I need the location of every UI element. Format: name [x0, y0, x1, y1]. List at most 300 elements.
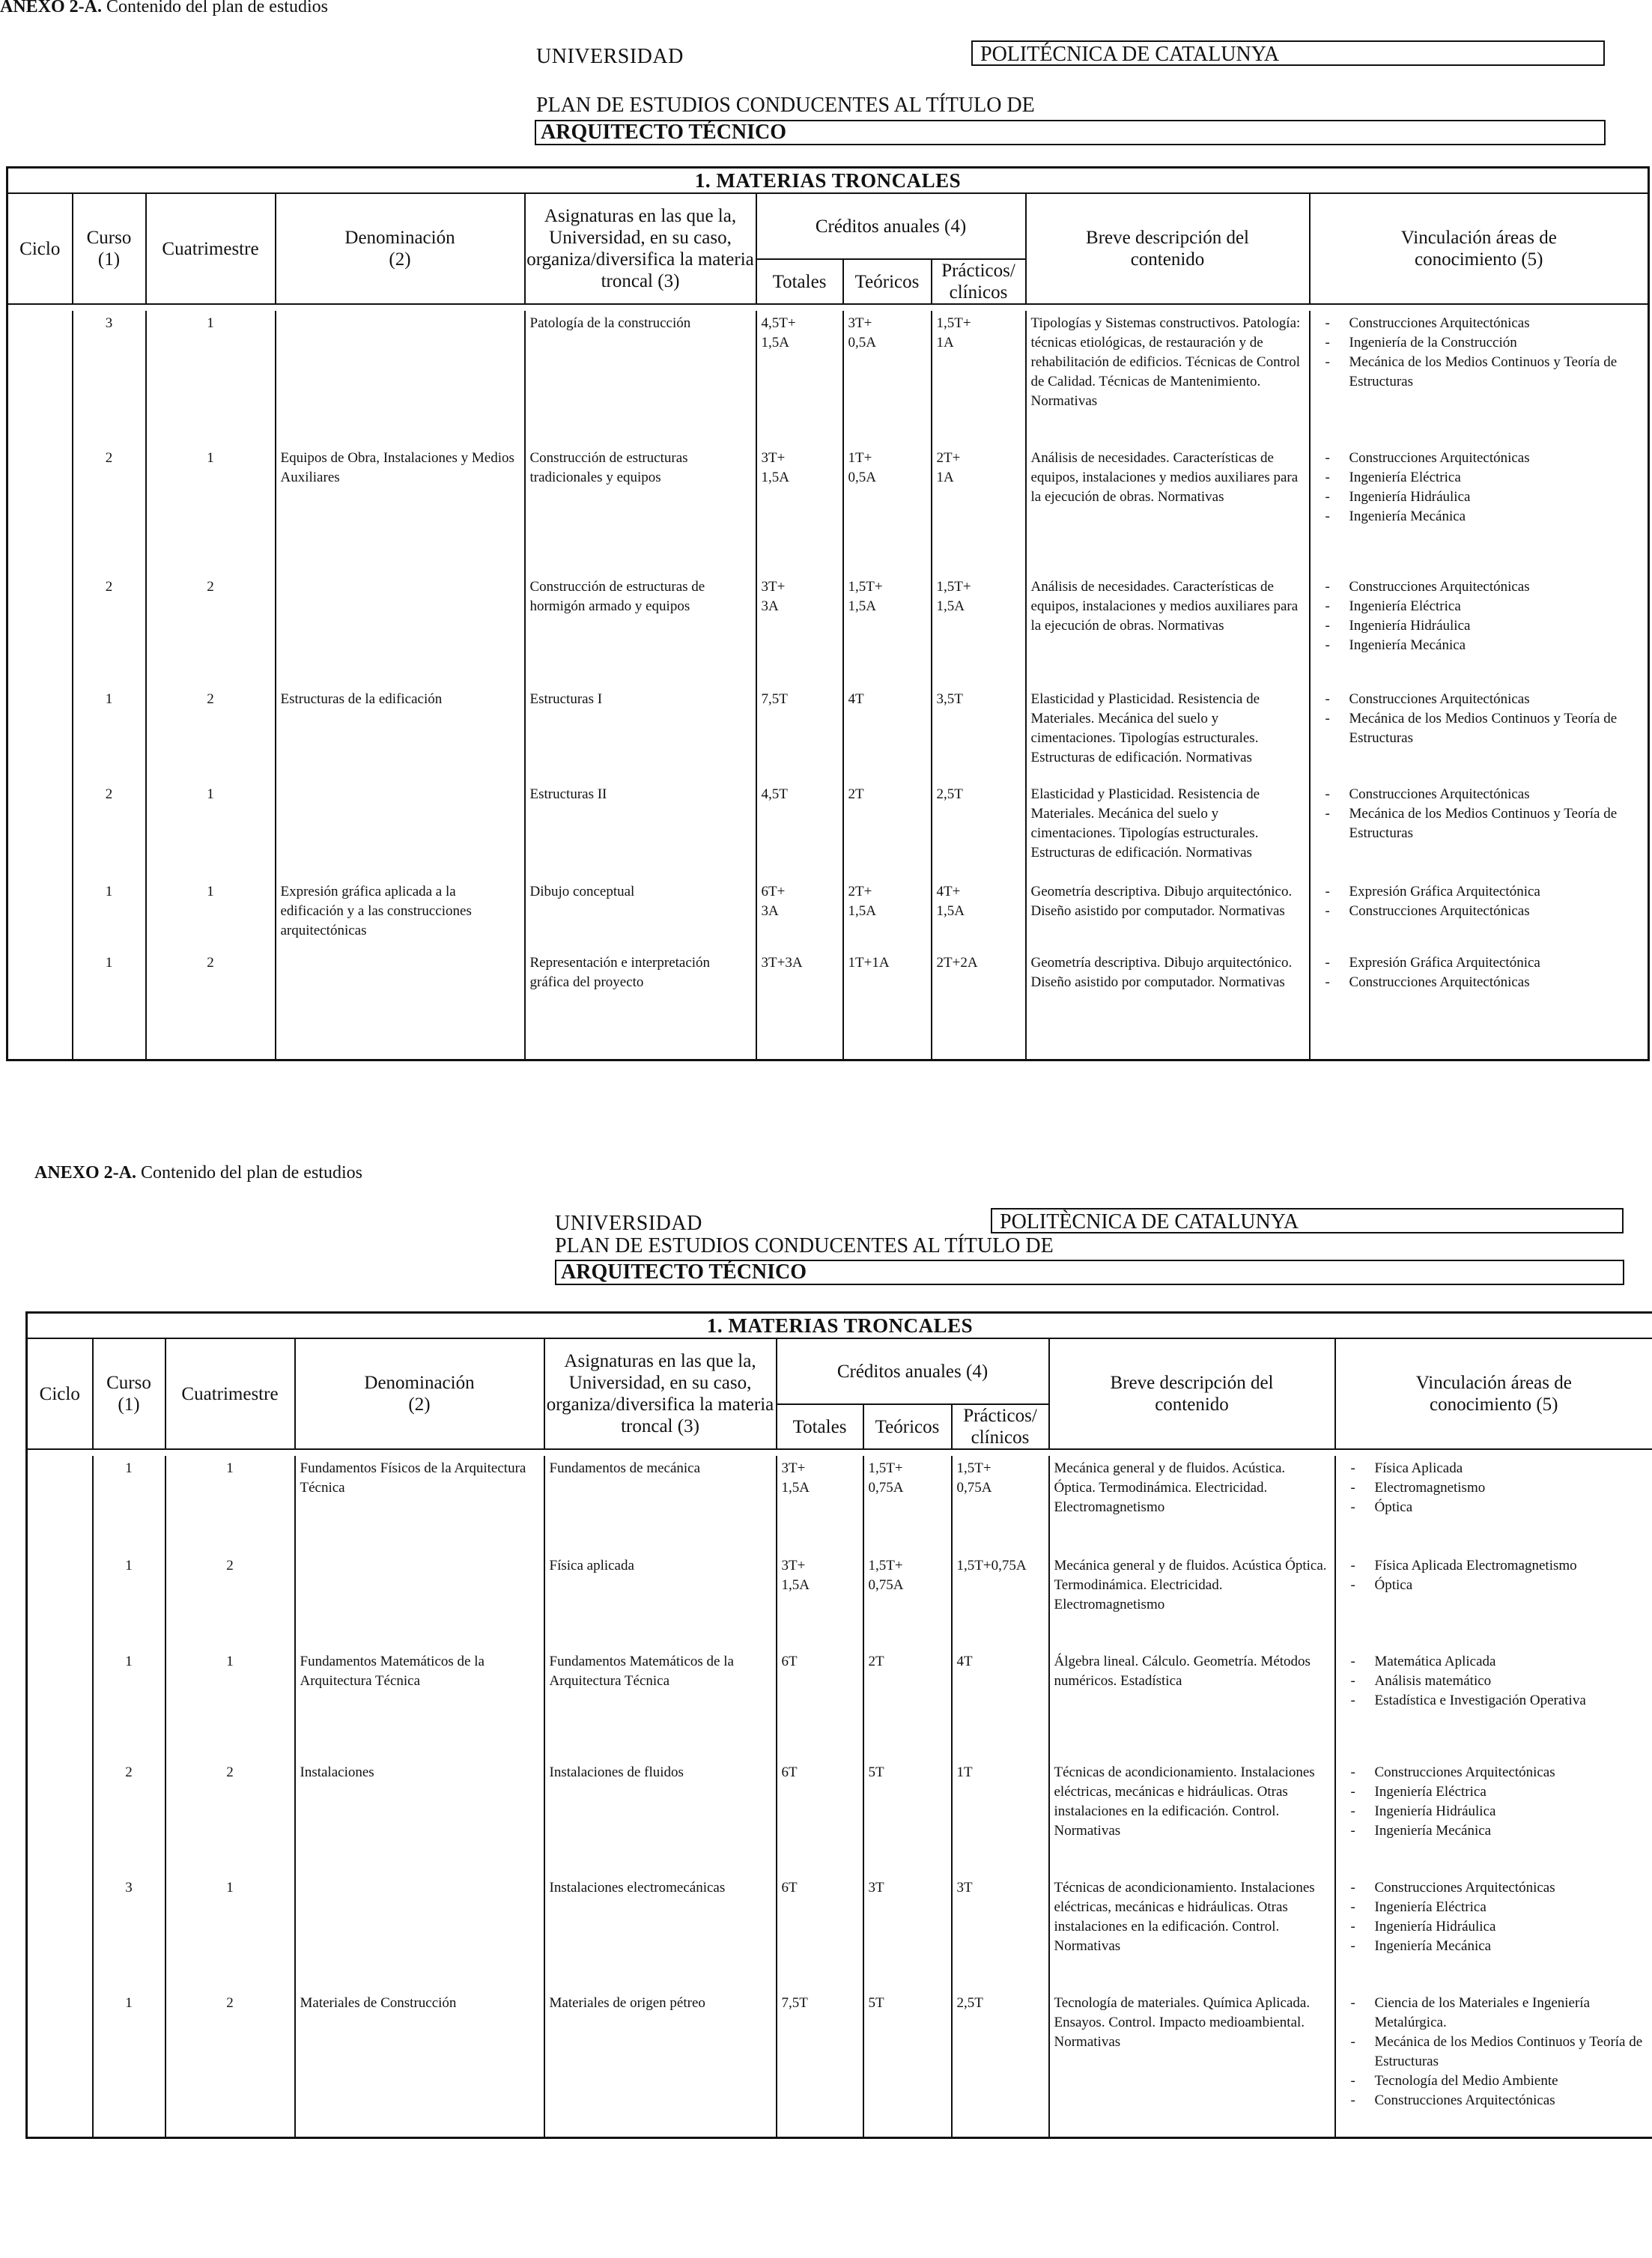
- header-denominacion: Denominación (2): [276, 193, 525, 304]
- empty-cell: [544, 2114, 777, 2138]
- table-row: [7, 687, 1649, 782]
- teoricos-text: 3T+ 0,5A: [848, 315, 876, 350]
- areas-cell: [1335, 1875, 1652, 1991]
- ciclo-cell: [7, 879, 73, 950]
- cuatrimestre-text: 1: [226, 1880, 234, 1896]
- area-item: - Ingeniería Mecánica: [1325, 636, 1644, 655]
- descripcion-cell: [1026, 446, 1310, 574]
- areas-cell: [1310, 574, 1649, 687]
- empty-cell: [777, 2114, 863, 2138]
- practicos-cell: [932, 687, 1026, 782]
- descripcion-text: Álgebra lineal. Cálculo. Geometría. Métodos numéricos. Estadística: [1054, 1654, 1311, 1689]
- totales-cell: [777, 1760, 863, 1875]
- section-title: 1. MATERIAS TRONCALES: [27, 1313, 1652, 1339]
- titulo-box: ARQUITECTO TÉCNICO: [555, 1260, 1624, 1285]
- document-page-2: [0, 1157, 1652, 2251]
- totales-cell: [756, 687, 843, 782]
- header-cuatrimestre: Cuatrimestre: [165, 1338, 295, 1449]
- cuatrimestre-text: 1: [207, 450, 214, 466]
- area-item: - Construcciones Arquitectónicas: [1351, 2091, 1648, 2110]
- curso-cell: [93, 1760, 165, 1875]
- empty-cell: [843, 1037, 932, 1060]
- teoricos-text: 2T: [868, 1654, 884, 1669]
- table-row: [27, 1649, 1652, 1760]
- table-row: [7, 879, 1649, 950]
- descripcion-text: Técnicas de acondicionamiento. Instalaciones eléctricas, mecánicas e hidráulicas. Otras instalaciones en la edificación. Control. Normativas: [1054, 1764, 1315, 1839]
- practicos-text: 1,5T+ 1,5A: [936, 579, 971, 614]
- descripcion-text: Mecánica general y de fluidos. Acústica. Óptica. Termodinámica. Electricidad. Electromagnetismo: [1054, 1460, 1286, 1515]
- empty-cell: [756, 1037, 843, 1060]
- areas-cell: [1335, 1649, 1652, 1760]
- area-item: - Mecánica de los Medios Continuos y Teoría de Estructuras: [1325, 804, 1644, 843]
- totales-text: 3T+ 1,5A: [781, 1558, 810, 1593]
- practicos-cell: [952, 1875, 1049, 1991]
- ciclo-cell: [27, 1553, 93, 1649]
- asignatura-text: Instalaciones de fluidos: [549, 1764, 684, 1780]
- cuatrimestre-cell: [165, 1649, 295, 1760]
- area-item: - Construcciones Arquitectónicas: [1325, 785, 1644, 804]
- header-denominacion: Denominación (2): [295, 1338, 544, 1449]
- practicos-text: 2,5T: [936, 786, 963, 802]
- area-item: - Física Aplicada: [1351, 1459, 1648, 1478]
- practicos-cell: [952, 1991, 1049, 2114]
- area-item: - Construcciones Arquitectónicas: [1351, 1878, 1648, 1898]
- empty-cell: [165, 2114, 295, 2138]
- cuatrimestre-text: 1: [207, 315, 214, 331]
- teoricos-cell: [863, 1553, 952, 1649]
- teoricos-text: 1T+1A: [848, 955, 890, 971]
- cuatrimestre-cell: [146, 782, 276, 879]
- practicos-text: 1,5T+ 0,75A: [956, 1460, 992, 1496]
- ciclo-cell: [7, 574, 73, 687]
- practicos-cell: [932, 950, 1026, 1037]
- materias-troncales-table: [25, 1311, 1652, 2139]
- curso-cell: [73, 687, 146, 782]
- area-item: - Tecnología del Medio Ambiente: [1351, 2072, 1648, 2091]
- curso-text: 2: [105, 786, 113, 802]
- areas-list: [1315, 785, 1644, 843]
- cuatrimestre-text: 2: [207, 691, 214, 707]
- materias-troncales-table: [6, 166, 1650, 1061]
- ciclo-cell: [7, 782, 73, 879]
- denominacion-text: [296, 1875, 544, 1878]
- table-row: [27, 1760, 1652, 1875]
- header-vinculacion: Vinculación áreas de conocimiento (5): [1310, 193, 1649, 304]
- denominacion-cell: [295, 1553, 544, 1649]
- practicos-text: 2T+ 1A: [936, 450, 961, 485]
- asignatura-text: Dibujo conceptual: [529, 884, 635, 899]
- area-item: - Ingeniería Mecánica: [1351, 1821, 1648, 1841]
- area-item: - Construcciones Arquitectónicas: [1325, 314, 1644, 333]
- cuatrimestre-cell: [146, 311, 276, 446]
- denominacion-cell: [295, 1760, 544, 1875]
- ciclo-cell: [7, 687, 73, 782]
- header-asignaturas: Asignaturas en las que la, Universidad, en su caso, organiza/diversifica la materia troncal (3): [544, 1338, 777, 1449]
- table-row: [27, 1991, 1652, 2114]
- teoricos-text: 1,5T+ 0,75A: [868, 1460, 904, 1496]
- asignatura-text: Construcción de estructuras tradicionales y equipos: [529, 450, 688, 485]
- teoricos-cell: [843, 782, 932, 879]
- cuatrimestre-text: 2: [226, 1558, 234, 1573]
- areas-list: [1315, 314, 1644, 392]
- area-item: - Óptica: [1351, 1576, 1648, 1595]
- area-item: - Ingeniería Mecánica: [1351, 1937, 1648, 1956]
- totales-text: 3T+3A: [761, 955, 803, 971]
- denominacion-cell: [276, 687, 525, 782]
- area-item: - Mecánica de los Medios Continuos y Teoría de Estructuras: [1325, 353, 1644, 392]
- area-item: - Ingeniería Hidráulica: [1351, 1917, 1648, 1937]
- totales-text: 6T: [781, 1764, 798, 1780]
- curso-text: 1: [125, 1558, 133, 1573]
- curso-text: 1: [125, 1654, 133, 1669]
- totales-text: 3T+ 1,5A: [781, 1460, 810, 1496]
- empty-cell: [863, 2114, 952, 2138]
- totales-text: 3T+ 1,5A: [761, 450, 789, 485]
- descripcion-cell: [1049, 1875, 1335, 1991]
- curso-cell: [73, 879, 146, 950]
- empty-cell: [525, 1037, 756, 1060]
- cuatrimestre-cell: [146, 879, 276, 950]
- descripcion-cell: [1026, 311, 1310, 446]
- teoricos-cell: [863, 1760, 952, 1875]
- cuatrimestre-cell: [165, 1760, 295, 1875]
- totales-text: 7,5T: [761, 691, 788, 707]
- areas-list: [1340, 1652, 1648, 1711]
- descripcion-cell: [1049, 1456, 1335, 1553]
- annex-heading: ANEXO 2-A. Contenido del plan de estudios: [0, 0, 328, 16]
- curso-cell: [93, 1456, 165, 1553]
- denominacion-text: [276, 950, 524, 953]
- annex-heading: ANEXO 2-A. Contenido del plan de estudios: [34, 1163, 362, 1183]
- descripcion-cell: [1049, 1760, 1335, 1875]
- table-row: [7, 311, 1649, 446]
- universidad-label: UNIVERSIDAD: [536, 45, 684, 68]
- areas-list: [1340, 1878, 1648, 1956]
- area-item: - Ingeniería Eléctrica: [1351, 1782, 1648, 1802]
- curso-cell: [73, 574, 146, 687]
- curso-cell: [93, 1875, 165, 1991]
- ciclo-cell: [27, 1649, 93, 1760]
- teoricos-text: 1T+ 0,5A: [848, 450, 876, 485]
- ciclo-cell: [27, 1875, 93, 1991]
- universidad-value-box: POLITÉCNICA DE CATALUNYA: [971, 40, 1605, 66]
- cuatrimestre-text: 2: [226, 1764, 234, 1780]
- plan-label: PLAN DE ESTUDIOS CONDUCENTES AL TÍTULO DE: [536, 94, 1035, 117]
- denominacion-text: Estructuras de la edificación: [280, 691, 443, 707]
- denominacion-text: [276, 782, 524, 785]
- descripcion-text: Técnicas de acondicionamiento. Instalaciones eléctricas, mecánicas e hidráulicas. Otras instalaciones en la edificación. Control. Normativas: [1054, 1880, 1315, 1954]
- area-item: - Electromagnetismo: [1351, 1478, 1648, 1498]
- descripcion-cell: [1026, 687, 1310, 782]
- descripcion-cell: [1049, 1649, 1335, 1760]
- asignatura-text: Física aplicada: [549, 1558, 634, 1573]
- descripcion-cell: [1026, 950, 1310, 1037]
- area-item: - Mecánica de los Medios Continuos y Teoría de Estructuras: [1351, 2033, 1648, 2072]
- ciclo-cell: [7, 311, 73, 446]
- curso-text: 2: [105, 450, 113, 466]
- teoricos-cell: [843, 687, 932, 782]
- asignatura-text: Materiales de origen pétreo: [549, 1995, 705, 2011]
- denominacion-text: [276, 311, 524, 314]
- descripcion-cell: [1049, 1991, 1335, 2114]
- areas-cell: [1310, 687, 1649, 782]
- asignatura-cell: [544, 1553, 777, 1649]
- denominacion-cell: [295, 1649, 544, 1760]
- cuatrimestre-cell: [146, 574, 276, 687]
- header-teoricos: Teóricos: [863, 1404, 952, 1449]
- totales-text: 4,5T+ 1,5A: [761, 315, 796, 350]
- practicos-cell: [932, 574, 1026, 687]
- descripcion-cell: [1049, 1553, 1335, 1649]
- asignatura-text: Estructuras I: [529, 691, 603, 707]
- totales-cell: [777, 1553, 863, 1649]
- cuatrimestre-cell: [165, 1456, 295, 1553]
- table-row: [7, 574, 1649, 687]
- cuatrimestre-text: 2: [226, 1995, 234, 2011]
- asignatura-cell: [525, 446, 756, 574]
- titulo-box: ARQUITECTO TÉCNICO: [535, 120, 1606, 145]
- asignatura-cell: [525, 950, 756, 1037]
- area-item: - Ingeniería de la Construcción: [1325, 333, 1644, 353]
- header-breve: Breve descripción del contenido: [1026, 193, 1310, 304]
- asignatura-text: Fundamentos de mecánica: [549, 1460, 701, 1476]
- area-item: - Construcciones Arquitectónicas: [1325, 902, 1644, 921]
- header-curso: Curso (1): [93, 1338, 165, 1449]
- header-practicos: Prácticos/ clínicos: [932, 259, 1026, 304]
- cuatrimestre-text: 2: [207, 579, 214, 595]
- denominacion-cell: [276, 574, 525, 687]
- table-bottom-padding: [7, 1037, 1649, 1060]
- table-row: [7, 782, 1649, 879]
- asignatura-text: Patología de la construcción: [529, 315, 691, 331]
- header-creditos: Créditos anuales (4): [756, 193, 1026, 259]
- areas-list: [1340, 1556, 1648, 1595]
- areas-list: [1340, 1459, 1648, 1517]
- area-item: - Mecánica de los Medios Continuos y Teoría de Estructuras: [1325, 709, 1644, 748]
- asignatura-text: Instalaciones electromecánicas: [549, 1880, 726, 1896]
- areas-cell: [1310, 879, 1649, 950]
- curso-text: 2: [105, 579, 113, 595]
- areas-list: [1315, 882, 1644, 921]
- area-item: - Ingeniería Hidráulica: [1351, 1802, 1648, 1821]
- asignatura-text: Fundamentos Matemáticos de la Arquitectura Técnica: [549, 1654, 734, 1689]
- cuatrimestre-cell: [146, 687, 276, 782]
- empty-cell: [146, 1037, 276, 1060]
- denominacion-text: Fundamentos Físicos de la Arquitectura Técnica: [300, 1460, 526, 1496]
- denominacion-cell: [276, 879, 525, 950]
- practicos-text: 1,5T+ 1A: [936, 315, 971, 350]
- denominacion-cell: [276, 311, 525, 446]
- descripcion-cell: [1026, 782, 1310, 879]
- ciclo-cell: [27, 1991, 93, 2114]
- totales-cell: [756, 311, 843, 446]
- asignatura-cell: [544, 1760, 777, 1875]
- denominacion-cell: [276, 782, 525, 879]
- totales-cell: [777, 1991, 863, 2114]
- teoricos-cell: [863, 1875, 952, 1991]
- totales-cell: [756, 879, 843, 950]
- asignatura-cell: [525, 574, 756, 687]
- area-item: - Construcciones Arquitectónicas: [1325, 973, 1644, 992]
- teoricos-cell: [843, 446, 932, 574]
- descripcion-cell: [1026, 879, 1310, 950]
- totales-text: 6T+ 3A: [761, 884, 786, 919]
- curso-text: 2: [125, 1764, 133, 1780]
- practicos-text: 1,5T+0,75A: [956, 1558, 1027, 1573]
- teoricos-cell: [863, 1649, 952, 1760]
- curso-cell: [73, 782, 146, 879]
- teoricos-text: 3T: [868, 1880, 884, 1896]
- cuatrimestre-text: 1: [207, 786, 214, 802]
- area-item: - Estadística e Investigación Operativa: [1351, 1691, 1648, 1711]
- descripcion-text: Elasticidad y Plasticidad. Resistencia de Materiales. Mecánica del suelo y cimentaciones. Tipologías estructurales. Estructuras de edificación. Normativas: [1030, 786, 1260, 861]
- table-body: [27, 1456, 1652, 2138]
- teoricos-text: 4T: [848, 691, 864, 707]
- header-totales: Totales: [777, 1404, 863, 1449]
- asignatura-cell: [525, 687, 756, 782]
- curso-text: 1: [105, 884, 113, 899]
- area-item: - Análisis matemático: [1351, 1672, 1648, 1691]
- universidad-label: UNIVERSIDAD: [555, 1212, 702, 1235]
- curso-cell: [73, 446, 146, 574]
- area-item: - Construcciones Arquitectónicas: [1325, 449, 1644, 468]
- practicos-text: 1T: [956, 1764, 973, 1780]
- empty-cell: [93, 2114, 165, 2138]
- totales-text: 6T: [781, 1654, 798, 1669]
- teoricos-text: 5T: [868, 1764, 884, 1780]
- practicos-cell: [932, 879, 1026, 950]
- header-curso: Curso (1): [73, 193, 146, 304]
- denominacion-cell: [276, 950, 525, 1037]
- descripcion-cell: [1026, 574, 1310, 687]
- areas-list: [1315, 577, 1644, 655]
- practicos-text: 2,5T: [956, 1995, 983, 2011]
- teoricos-cell: [843, 879, 932, 950]
- teoricos-cell: [843, 311, 932, 446]
- table-row: [7, 950, 1649, 1037]
- areas-list: [1340, 1763, 1648, 1841]
- cuatrimestre-text: 1: [207, 884, 214, 899]
- cuatrimestre-cell: [165, 1553, 295, 1649]
- curso-cell: [93, 1553, 165, 1649]
- descripcion-text: Análisis de necesidades. Características de equipos, instalaciones y medios auxiliares para la ejecución de obras. Normativas: [1030, 579, 1299, 634]
- descripcion-text: Tipologías y Sistemas constructivos. Patología: técnicas etiológicas, de restauración y de rehabilitación de edificios. Técnicas de Control de Calidad. Técnicas de Mantenimiento. Normativas: [1030, 315, 1301, 409]
- teoricos-cell: [843, 574, 932, 687]
- header-teoricos: Teóricos: [843, 259, 932, 304]
- header-practicos: Prácticos/ clínicos: [952, 1404, 1049, 1449]
- teoricos-text: 1,5T+ 0,75A: [868, 1558, 904, 1593]
- asignatura-cell: [525, 879, 756, 950]
- empty-cell: [1335, 2114, 1652, 2138]
- areas-cell: [1335, 1760, 1652, 1875]
- curso-text: 1: [105, 955, 113, 971]
- teoricos-cell: [863, 1456, 952, 1553]
- header-asignaturas: Asignaturas en las que la, Universidad, en su caso, organiza/diversifica la materia troncal (3): [525, 193, 756, 304]
- area-item: - Ingeniería Mecánica: [1325, 507, 1644, 526]
- areas-cell: [1335, 1456, 1652, 1553]
- curso-cell: [93, 1649, 165, 1760]
- areas-cell: [1310, 950, 1649, 1037]
- denominacion-text: Materiales de Construcción: [300, 1995, 457, 2011]
- header-totales: Totales: [756, 259, 843, 304]
- denominacion-text: Instalaciones: [300, 1764, 374, 1780]
- denominacion-cell: [276, 446, 525, 574]
- teoricos-text: 5T: [868, 1995, 884, 2011]
- denominacion-text: [276, 574, 524, 577]
- teoricos-cell: [863, 1991, 952, 2114]
- teoricos-text: 1,5T+ 1,5A: [848, 579, 883, 614]
- denominacion-cell: [295, 1991, 544, 2114]
- table-body: [7, 311, 1649, 1060]
- descripcion-text: Tecnología de materiales. Química Aplicada. Ensayos. Control. Impacto medioambiental. Normativas: [1054, 1995, 1311, 2050]
- area-item: - Ingeniería Hidráulica: [1325, 616, 1644, 636]
- denominacion-text: Equipos de Obra, Instalaciones y Medios Auxiliares: [280, 450, 514, 485]
- totales-cell: [756, 950, 843, 1037]
- empty-cell: [7, 1037, 73, 1060]
- cuatrimestre-cell: [165, 1991, 295, 2114]
- denominacion-text: [296, 1553, 544, 1556]
- totales-text: 4,5T: [761, 786, 788, 802]
- area-item: - Óptica: [1351, 1498, 1648, 1517]
- cuatrimestre-text: 1: [226, 1460, 234, 1476]
- areas-list: [1315, 690, 1644, 748]
- descripcion-text: Mecánica general y de fluidos. Acústica Óptica. Termodinámica. Electricidad. Electromagnetismo: [1054, 1558, 1327, 1612]
- asignatura-cell: [525, 782, 756, 879]
- cuatrimestre-cell: [146, 446, 276, 574]
- asignatura-cell: [544, 1649, 777, 1760]
- practicos-text: 4T: [956, 1654, 973, 1669]
- areas-cell: [1310, 782, 1649, 879]
- totales-cell: [777, 1875, 863, 1991]
- asignatura-cell: [544, 1456, 777, 1553]
- header-ciclo: Ciclo: [7, 193, 73, 304]
- document-page-1: [0, 0, 1652, 1093]
- curso-text: 3: [105, 315, 113, 331]
- practicos-text: 4T+ 1,5A: [936, 884, 965, 919]
- cuatrimestre-cell: [165, 1875, 295, 1991]
- ciclo-cell: [7, 446, 73, 574]
- descripcion-text: Elasticidad y Plasticidad. Resistencia de Materiales. Mecánica del suelo y cimentaciones. Tipologías estructurales. Estructuras de edificación. Normativas: [1030, 691, 1260, 765]
- asignatura-text: Construcción de estructuras de hormigón armado y equipos: [529, 579, 705, 614]
- areas-cell: [1335, 1991, 1652, 2114]
- area-item: - Ingeniería Eléctrica: [1325, 597, 1644, 616]
- denominacion-text: Expresión gráfica aplicada a la edificación y a las construcciones arquitectónicas: [280, 884, 472, 938]
- areas-list: [1340, 1994, 1648, 2110]
- totales-cell: [777, 1649, 863, 1760]
- empty-cell: [1026, 1037, 1310, 1060]
- area-item: - Construcciones Arquitectónicas: [1325, 577, 1644, 597]
- header-cuatrimestre: Cuatrimestre: [146, 193, 276, 304]
- cuatrimestre-cell: [146, 950, 276, 1037]
- areas-list: [1315, 953, 1644, 992]
- practicos-text: 3,5T: [936, 691, 963, 707]
- cuatrimestre-text: 2: [207, 955, 214, 971]
- practicos-cell: [932, 311, 1026, 446]
- area-item: - Ciencia de los Materiales e Ingeniería Metalúrgica.: [1351, 1994, 1648, 2033]
- curso-cell: [93, 1991, 165, 2114]
- totales-text: 6T: [781, 1880, 798, 1896]
- table-row: [27, 1456, 1652, 1553]
- asignatura-cell: [544, 1991, 777, 2114]
- empty-cell: [1310, 1037, 1649, 1060]
- curso-cell: [73, 950, 146, 1037]
- curso-text: 1: [105, 691, 113, 707]
- descripcion-text: Geometría descriptiva. Dibujo arquitectónico. Diseño asistido por computador. Normativas: [1030, 955, 1293, 990]
- empty-cell: [932, 1037, 1026, 1060]
- asignatura-text: Representación e interpretación gráfica del proyecto: [529, 955, 711, 990]
- cuatrimestre-text: 1: [226, 1654, 234, 1669]
- practicos-cell: [952, 1456, 1049, 1553]
